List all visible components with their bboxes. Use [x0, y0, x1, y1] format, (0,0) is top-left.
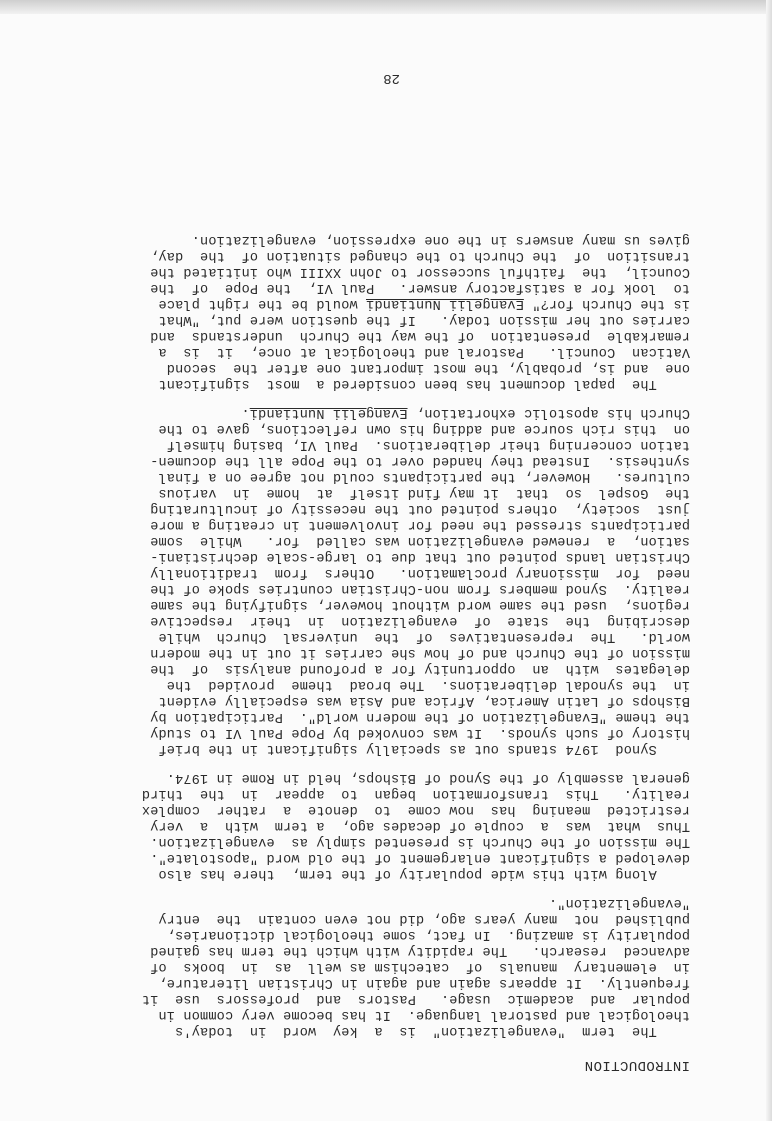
text-line-content: on this rich source and adding his own reflections, gave to the [158, 421, 690, 436]
text-line [150, 833, 690, 849]
text-line [167, 676, 690, 692]
text-line-content: Bishops of Latin America, Africa and Asia was especially evident [158, 693, 690, 708]
text-line [150, 849, 690, 865]
text-line-content: participants stressed the need for involvement in creating a more [150, 517, 690, 532]
text-line [142, 990, 690, 1006]
text-line-content: tation concerning their deliberations. Paul VI, basing himself [166, 437, 690, 452]
text-line [158, 865, 690, 881]
text-line-content: remarkable presentation of the way the Church understands and [150, 328, 690, 343]
text-line-content: Christian lands pointed out that due to large-scale dechristiani- [150, 549, 690, 564]
text-line-content: in elementary manuals of catechism as well as in books of [150, 959, 690, 974]
text-line [549, 894, 690, 910]
text-line-content: world. The representatives of the universal Church while [158, 629, 690, 644]
text-line [167, 359, 690, 375]
text-line [158, 468, 690, 484]
text-line [158, 420, 690, 436]
text-line [142, 785, 690, 801]
text-line-tail: would be the right place [158, 296, 366, 311]
text-line [150, 263, 690, 279]
text-line-content: in the synodal deliberations. The broad theme provided the [166, 677, 690, 692]
text-line-content: synthesis. Instead they handed over to the Pope all the documen- [150, 453, 690, 468]
text-line [158, 974, 690, 990]
text-line [150, 564, 690, 580]
text-line-content: transition of the Church to the changed situation of the day, [150, 248, 690, 263]
text-line [167, 769, 690, 785]
text-line-content: to look for a satisfactory answer. Paul VI, the Pope of the [150, 280, 690, 295]
text-line [150, 580, 690, 596]
text-line [142, 801, 690, 817]
text-line [150, 548, 690, 564]
text-line-content: published not many years ago, did not even contain the entry [158, 911, 690, 926]
page-heading: INTRODUCTION [584, 1057, 690, 1073]
text-line-content: advanced research. The rapidity with which the term has gained [150, 943, 690, 958]
text-line [241, 404, 690, 420]
text-line [175, 1022, 690, 1038]
text-line [150, 817, 690, 833]
text-line-content: theological and pastoral language. It has become very common in [158, 1007, 690, 1022]
text-line-content: mission of the Church and of how she carries it out in the modern [150, 645, 690, 660]
text-line [150, 660, 690, 676]
text-line-content: the theme "Evangelization of the modern world". Participation by [150, 709, 690, 724]
text-line-content: The papal document has been considered a most significant [158, 376, 690, 391]
text-line-content: Along with this wide popularity of the term, there has also [158, 866, 690, 881]
text-line-content: describing the state of evangelization in their respective [150, 613, 690, 628]
text-line-content: Church his apostolic exhortation, [407, 405, 690, 420]
text-line-content: sation, a renewed evangelization was called for. While some [150, 533, 690, 548]
text-line [158, 295, 690, 311]
text-line-content: restricted meaning has now come to denote a rather complex [141, 802, 690, 817]
text-line [150, 942, 690, 958]
text-line-content: just society, others pointed out the necessity of inculturating [150, 501, 690, 516]
text-line [167, 926, 690, 942]
text-line [150, 516, 690, 532]
text-line-content: The term "evangelization" is a key word in today's [174, 1023, 690, 1038]
text-line [158, 628, 690, 644]
text-line [158, 740, 690, 756]
text-line [150, 500, 690, 516]
text-line-content: need for missionary proclamation. Others from traditionally [150, 565, 690, 580]
text-line [158, 343, 690, 359]
text-line-content: carries out her mission today. If the question were put, "What [158, 312, 690, 327]
text-line [158, 484, 690, 500]
text-line [192, 231, 690, 247]
text-line [150, 279, 690, 295]
text-line-content: popular and academic usage. Pastors and professors use it [141, 991, 690, 1006]
text-line-content: history of such synods. It was convoked by Pope Paul VI to study [150, 725, 690, 740]
text-line-content: reality. This transformation began to appear in the third [141, 786, 690, 801]
text-line [158, 311, 690, 327]
page-number: 28 [383, 70, 400, 86]
text-line [150, 452, 690, 468]
text-line [150, 247, 690, 263]
text-line [150, 708, 690, 724]
text-line [150, 612, 690, 628]
text-line [150, 596, 690, 612]
text-line-content: general assembly of the Synod of Bishops, held in Rome in 1974. [166, 770, 690, 785]
text-line-content: Thus what was a couple of decades ago, a term with a very [150, 818, 690, 833]
text-line-content: Council, the faithful successor to John XXIII who initiated the [150, 264, 690, 279]
text-line [150, 724, 690, 740]
text-line [158, 375, 690, 391]
text-line-content: the Gospel so that it may find itself at home in various [158, 485, 690, 500]
text-line-tail: . [241, 405, 250, 420]
text-line-content: developed a significant enlargement of the old word "apostolate". [150, 850, 690, 865]
text-line-content: gives us many answers in the one expression, evangelization. [191, 232, 690, 247]
text-line-content: The mission of the Church is presented simply as evangelization. [150, 834, 690, 849]
text-line-content: popularity is amazing. In fact, some theological dictionaries, [166, 927, 690, 942]
text-line [150, 532, 690, 548]
text-line-content: Vatican Council. Pastoral and theological at once, it is a [158, 344, 690, 359]
text-line [167, 436, 690, 452]
text-line [150, 327, 690, 343]
text-line-content: reality. Synod members from non-Christian countries spoke of the [150, 581, 690, 596]
text-line-content: regions, used the same word without however, signifying the same [150, 597, 690, 612]
text-line-content: is the Church for?" [523, 296, 690, 311]
underlined-title: Evangelii Nuntiandi [365, 296, 524, 311]
text-line-content: Synod 1974 stands out as specially significant in the brief [158, 741, 690, 756]
underlined-title: Evangelii Nuntiandi [249, 405, 408, 420]
text-line [150, 958, 690, 974]
text-line-content: one and is, probably, the most important one after the second [166, 360, 690, 375]
text-line [150, 644, 690, 660]
text-line-content: "evangelization". [548, 895, 690, 910]
text-line-content: frequently. It appears again and again in Christian literature, [158, 975, 690, 990]
text-line [158, 1006, 690, 1022]
text-line-content: delegates with an opportunity for a profound analysis of the [150, 661, 690, 676]
text-line-content: cultures. However, the participants could not agree on a final [158, 469, 690, 484]
text-line [158, 910, 690, 926]
text-line [158, 692, 690, 708]
